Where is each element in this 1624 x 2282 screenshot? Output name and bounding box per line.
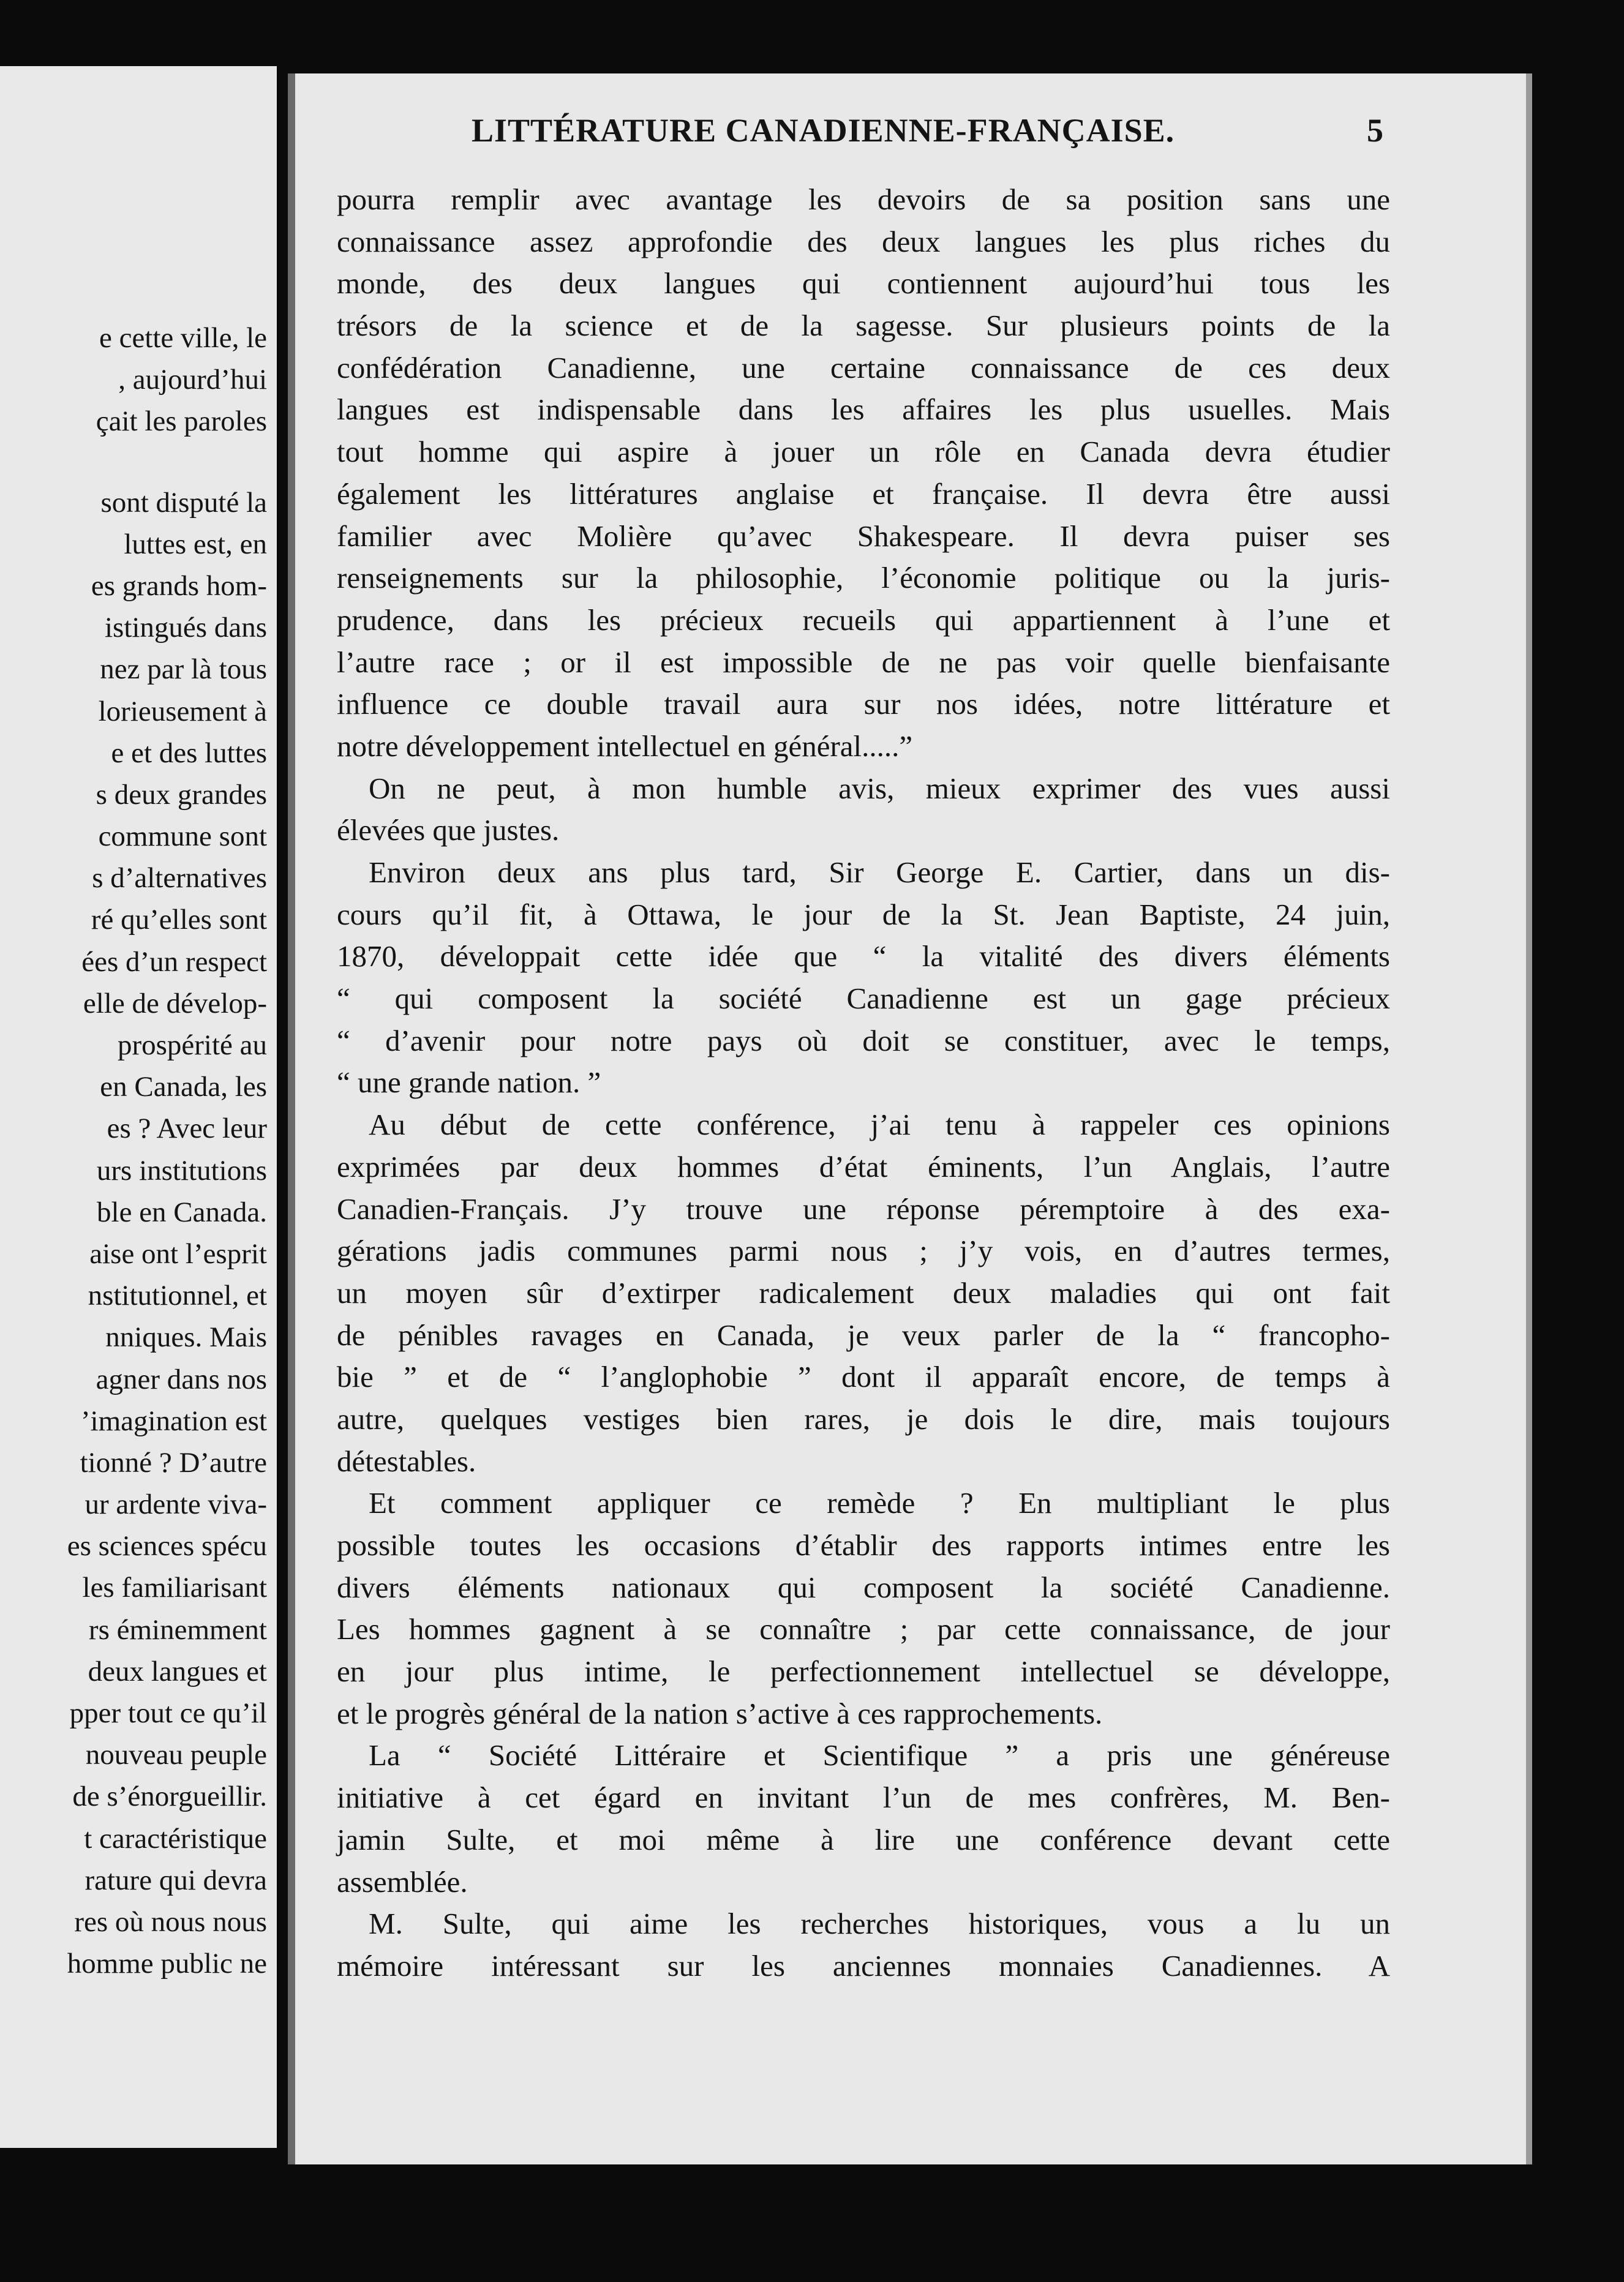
text-line: initiative à cet égard en invitant l’un de mes confrères, M. Ben- — [337, 1781, 1390, 1815]
page-right-edge — [1526, 73, 1532, 2164]
left-page-line: , aujourd’hui — [118, 364, 267, 396]
text-line: Environ deux ans plus tard, Sir George E. Cartier, dans un dis- — [369, 855, 1390, 889]
left-page-line: es ? Avec leur — [107, 1113, 267, 1145]
left-page-line: commune sont — [98, 820, 267, 853]
left-page-line: urs institutions — [96, 1154, 267, 1187]
left-page-line: de s’énorgueillir. — [72, 1781, 267, 1813]
left-page-line: homme public ne — [67, 1948, 267, 1980]
text-line: pourra remplir avec avantage les devoirs de sa position sans une — [337, 182, 1390, 216]
left-page-line: aise ont l’esprit — [89, 1237, 267, 1270]
left-page-line: e et des luttes — [111, 737, 267, 769]
text-line: divers éléments nationaux qui composent la société Canadienne. — [337, 1570, 1390, 1604]
running-title: LITTÉRATURE CANADIENNE-FRANÇAISE. — [472, 112, 1175, 149]
text-line: notre développement intellectuel en général.....” — [337, 729, 913, 763]
text-line: confédération Canadienne, une certaine connaissance de ces deux — [337, 350, 1390, 385]
left-page-line: ré qu’elles sont — [91, 904, 267, 936]
text-line: Les hommes gagnent à se connaître ; par cette connaissance, de jour — [337, 1612, 1390, 1646]
text-line: en jour plus intime, le perfectionnement intellectuel se développe, — [337, 1654, 1390, 1689]
text-line: prudence, dans les précieux recueils qui appartiennent à l’une et — [337, 602, 1390, 637]
left-page-line: es sciences spécu — [67, 1530, 267, 1563]
text-line: La “ Société Littéraire et Scientifique ” a pris une généreuse — [369, 1738, 1390, 1773]
text-line: un moyen sûr d’extirper radicalement deux maladies qui ont fait — [337, 1275, 1390, 1310]
text-line: assemblée. — [337, 1864, 468, 1899]
left-page-line: ées d’un respect — [81, 945, 267, 978]
text-line: connaissance assez approfondie des deux langues les plus riches du — [337, 224, 1390, 258]
text-line: bie ” et de “ l’anglophobie ” dont il apparaît encore, de temps à — [337, 1360, 1390, 1394]
left-page-line — [0, 443, 267, 482]
left-page-line: e cette ville, le — [99, 322, 267, 354]
text-line: mémoire intéressant sur les anciennes monnaies Canadiennes. A — [337, 1948, 1390, 1983]
text-line: détestables. — [337, 1444, 476, 1478]
text-line: possible toutes les occasions d’établir des rapports intimes entre les — [337, 1528, 1390, 1562]
text-line: familier avec Molière qu’avec Shakespeare. Il devra puiser ses — [337, 519, 1390, 553]
left-page-line: en Canada, les — [100, 1071, 267, 1103]
text-line: gérations jadis communes parmi nous ; j’y vois, en d’autres termes, — [337, 1234, 1390, 1268]
main-page — [288, 73, 1532, 2164]
text-line: On ne peut, à mon humble avis, mieux exprimer des vues aussi — [369, 771, 1390, 805]
text-line: M. Sulte, qui aime les recherches historiques, vous a lu un — [369, 1907, 1390, 1941]
page-header — [288, 111, 1532, 154]
text-line: jamin Sulte, et moi même à lire une conférence devant cette — [337, 1822, 1390, 1856]
left-page-line: tionné ? D’autre — [80, 1446, 267, 1479]
text-line: autre, quelques vestiges bien rares, je dois le dire, mais toujours — [337, 1402, 1390, 1436]
left-page-line: lorieusement à — [98, 695, 267, 727]
left-page-text — [0, 317, 267, 1984]
text-line: “ une grande nation. ” — [337, 1065, 601, 1100]
text-line: monde, des deux langues qui contiennent aujourd’hui tous les — [337, 266, 1390, 301]
text-line: exprimées par deux hommes d’état éminents, l’un Anglais, l’autre — [337, 1149, 1390, 1184]
text-line: influence ce double travail aura sur nos idées, notre littérature et — [337, 687, 1390, 721]
left-page-line: les familiarisant — [82, 1572, 267, 1604]
text-line: Au début de cette conférence, j’ai tenu à rappeler ces opinions — [369, 1108, 1390, 1142]
left-page-line: sont disputé la — [100, 486, 267, 519]
left-page-line: rs éminemment — [88, 1613, 267, 1646]
page-number: 5 — [1367, 112, 1383, 149]
page-binding-edge — [288, 73, 295, 2164]
left-page-line: nez par là tous — [100, 653, 267, 686]
left-page-line: pper tout ce qu’il — [69, 1697, 267, 1729]
text-line: élevées que justes. — [337, 813, 560, 847]
left-page-line: res où nous nous — [74, 1905, 267, 1938]
left-page-line: nouveau peuple — [85, 1739, 267, 1771]
text-line: “ qui composent la société Canadienne est un gage précieux — [337, 981, 1390, 1016]
left-page-line: s deux grandes — [96, 778, 267, 811]
left-page-line: rature qui devra — [85, 1864, 267, 1896]
left-page-line: çait les paroles — [96, 405, 267, 438]
text-line: 1870, développait cette idée que “ la vitalité des divers éléments — [337, 939, 1390, 974]
left-page-line: ’imagination est — [80, 1405, 267, 1437]
left-page-fragment — [0, 66, 277, 2148]
text-line: langues est indispensable dans les affaires les plus usuelles. Mais — [337, 392, 1390, 427]
text-line: trésors de la science et de la sagesse. Sur plusieurs points de la — [337, 309, 1390, 343]
left-page-line: es grands hom- — [91, 569, 267, 602]
text-line: Canadien-Français. J’y trouve une réponse péremptoire à des exa- — [337, 1192, 1390, 1226]
body-text — [337, 179, 1390, 1987]
left-page-line: luttes est, en — [124, 528, 267, 560]
left-page-line: deux langues et — [88, 1655, 267, 1687]
text-line: renseignements sur la philosophie, l’économie politique ou la juris- — [337, 561, 1390, 595]
left-page-line: agner dans nos — [96, 1363, 267, 1395]
text-line: tout homme qui aspire à jouer un rôle en Canada devra étudier — [337, 435, 1390, 469]
text-line: cours qu’il fit, à Ottawa, le jour de la St. Jean Baptiste, 24 juin, — [337, 897, 1390, 931]
left-page-line: ble en Canada. — [97, 1196, 267, 1228]
text-line: “ d’avenir pour notre pays où doit se constituer, avec le temps, — [337, 1023, 1390, 1057]
left-page-line: nniques. Mais — [105, 1321, 267, 1354]
left-page-line: elle de dévelop- — [83, 987, 267, 1019]
left-page-line: prospérité au — [117, 1029, 267, 1061]
left-page-line: ur ardente viva- — [85, 1488, 267, 1521]
text-line: également les littératures anglaise et française. Il devra être aussi — [337, 476, 1390, 511]
text-line: Et comment appliquer ce remède ? En multipliant le plus — [369, 1486, 1390, 1520]
left-page-line: istingués dans — [104, 612, 267, 644]
left-page-line: s d’alternatives — [92, 862, 267, 895]
left-page-line: nstitutionnel, et — [88, 1280, 267, 1312]
text-line: et le progrès général de la nation s’active à ces rapprochements. — [337, 1696, 1103, 1730]
left-page-line: t caractéristique — [84, 1822, 267, 1855]
text-line: l’autre race ; or il est impossible de ne pas voir quelle bienfaisante — [337, 645, 1390, 679]
text-line: de pénibles ravages en Canada, je veux parler de la “ francopho- — [337, 1318, 1390, 1352]
